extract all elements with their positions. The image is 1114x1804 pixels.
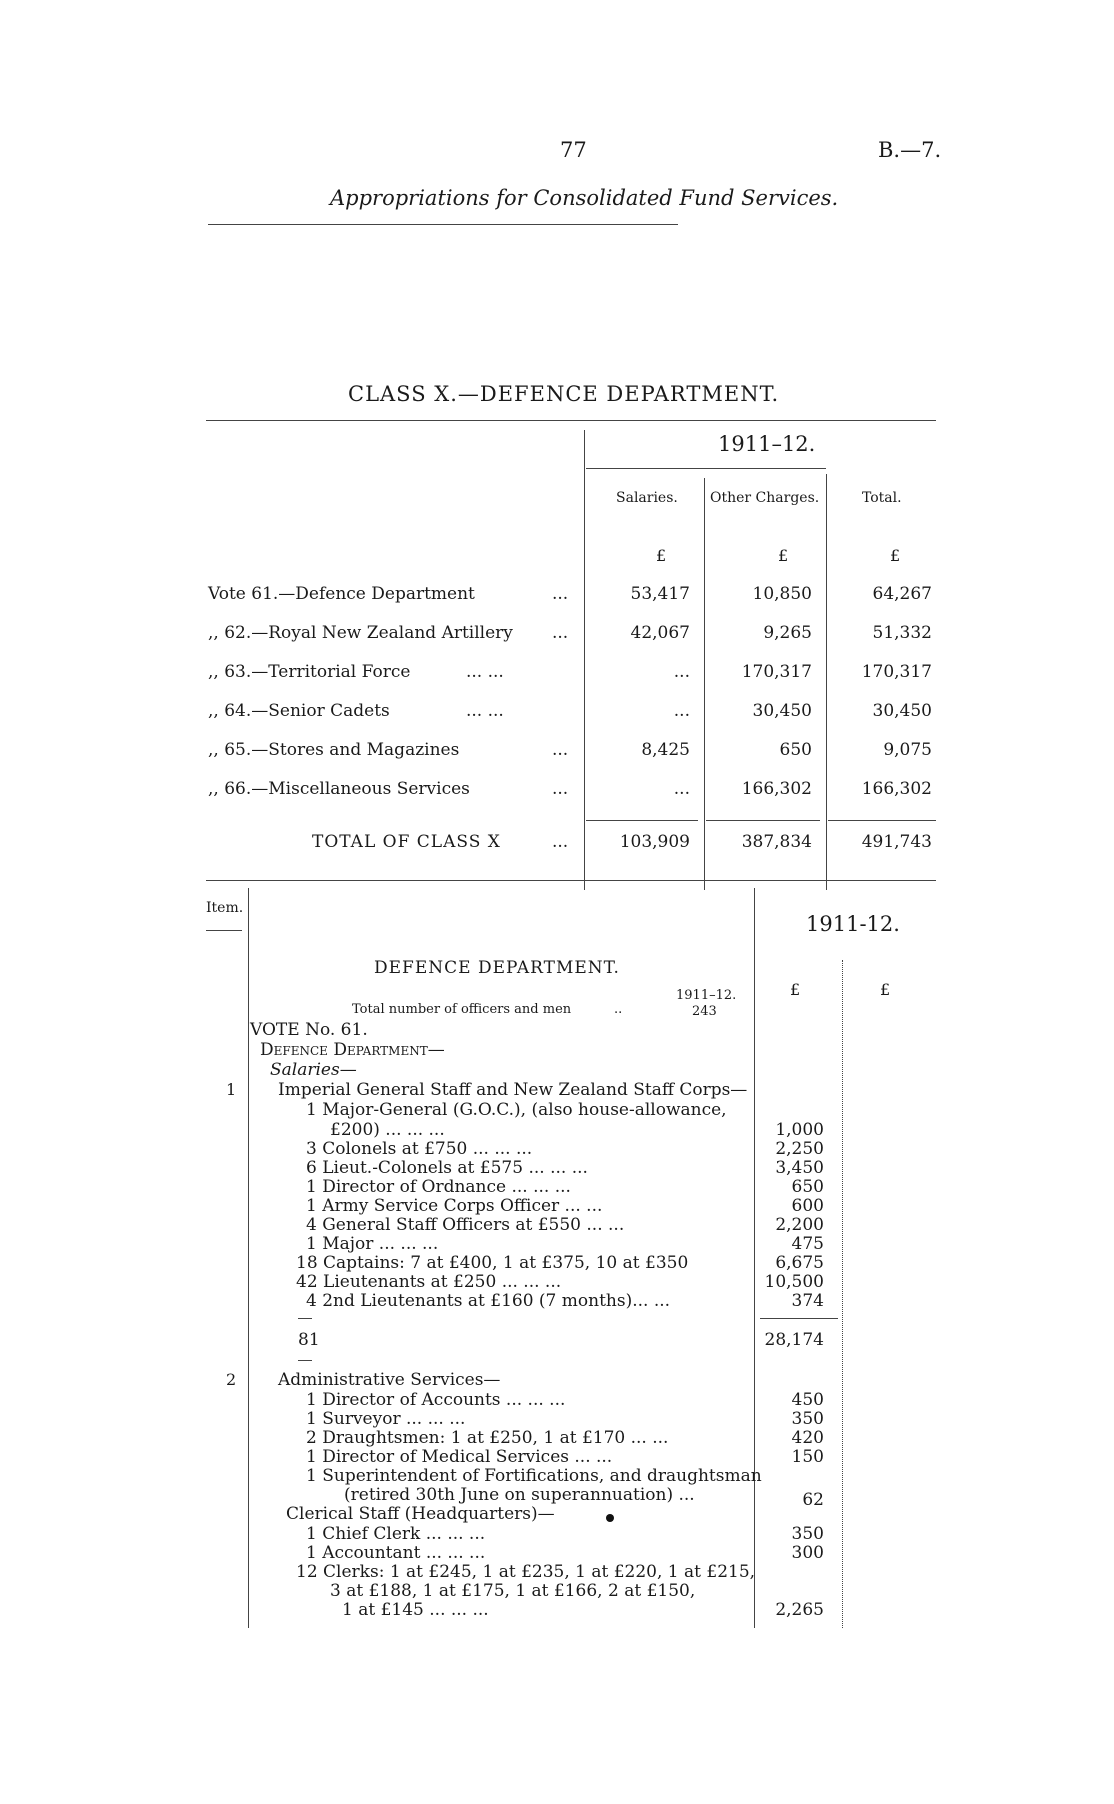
item-number: 1 xyxy=(226,1080,237,1099)
line-text: 4 2nd Lieutenants at £160 (7 months)... ... xyxy=(306,1291,671,1311)
line-amount: 150 xyxy=(791,1447,824,1467)
line-text: 1 Major ... ... ... xyxy=(306,1234,439,1254)
total-value: 170,317 xyxy=(861,662,932,682)
other-charges-value: 166,302 xyxy=(741,779,812,799)
line-amount: 2,265 xyxy=(775,1600,824,1620)
line-text: 1 Army Service Corps Officer ... ... xyxy=(306,1196,603,1216)
line-text: 1 Surveyor ... ... ... xyxy=(306,1409,466,1429)
divider xyxy=(208,224,678,225)
total-label: TOTAL OF CLASS X xyxy=(312,832,501,852)
salaries-value: ... xyxy=(673,779,690,799)
summary-sum-rule xyxy=(828,820,936,821)
line-text: 6 Lieut.-Colonels at £575 ... ... ... xyxy=(306,1158,588,1178)
line-amount: 10,500 xyxy=(764,1272,824,1292)
vote-label: ,, 63.—Territorial Force xyxy=(208,662,411,682)
subtotal-rule xyxy=(760,1318,838,1319)
document-reference: B.—7. xyxy=(878,138,942,162)
col-header-salaries: Salaries. xyxy=(616,490,678,506)
line-text: (retired 30th June on superannuation) ... xyxy=(344,1485,695,1505)
officers-label: Total number of officers and men xyxy=(352,1002,572,1017)
summary-sum-rule xyxy=(706,820,820,821)
line-amount: 600 xyxy=(791,1196,824,1216)
leader-dots: ... xyxy=(552,740,569,760)
page-heading: Appropriations for Consolidated Fund Services. xyxy=(330,186,839,210)
line-text: 42 Lieutenants at £250 ... ... ... xyxy=(296,1272,562,1292)
line-amount: 2,250 xyxy=(775,1139,824,1159)
clerical-subheading: Clerical Staff (Headquarters)— xyxy=(286,1504,555,1524)
line-text: 18 Captains: 7 at £400, 1 at £375, 10 at £350 xyxy=(296,1253,689,1273)
total-value: 51,332 xyxy=(872,623,932,643)
detail-year: 1911-12. xyxy=(806,912,900,936)
line-text: 1 at £145 ... ... ... xyxy=(342,1600,489,1620)
line-text: 3 at £188, 1 at £175, 1 at £166, 2 at £150, xyxy=(330,1581,696,1601)
summary-col-rule xyxy=(584,430,585,890)
line-text: 1 Director of Medical Services ... ... xyxy=(306,1447,613,1467)
vote-label: ,, 65.—Stores and Magazines xyxy=(208,740,460,760)
pound-sign: £ xyxy=(790,980,801,999)
other-charges-value: 30,450 xyxy=(752,701,812,721)
salaries-value: ... xyxy=(673,662,690,682)
leader-dots: ... xyxy=(552,623,569,643)
vote-label: ,, 62.—Royal New Zealand Artillery xyxy=(208,623,513,643)
salaries-value: 53,417 xyxy=(630,584,690,604)
line-amount: 300 xyxy=(791,1543,824,1563)
page-number: 77 xyxy=(560,138,587,162)
summary-col-rule xyxy=(704,478,705,890)
total-total: 491,743 xyxy=(861,832,932,852)
line-text: 3 Colonels at £750 ... ... ... xyxy=(306,1139,533,1159)
line-amount: 475 xyxy=(791,1234,824,1254)
vote-label: ,, 66.—Miscellaneous Services xyxy=(208,779,470,799)
total-value: 30,450 xyxy=(872,701,932,721)
line-amount: 2,200 xyxy=(775,1215,824,1235)
line-text: 1 Director of Accounts ... ... ... xyxy=(306,1390,566,1410)
line-text: 1 Major-General (G.O.C.), (also house-allowance, xyxy=(306,1100,727,1120)
total-salaries: 103,909 xyxy=(619,832,690,852)
col-header-total: Total. xyxy=(862,490,902,506)
line-amount: 350 xyxy=(791,1524,824,1544)
subtotal-rule xyxy=(298,1360,312,1361)
salaries-value: ... xyxy=(673,701,690,721)
leader-dots: .. xyxy=(614,1002,623,1017)
total-value: 64,267 xyxy=(872,584,932,604)
item-subtotal: 28,174 xyxy=(764,1330,824,1350)
amount-col-rule xyxy=(842,960,843,1628)
total-other-charges: 387,834 xyxy=(741,832,812,852)
line-amount: 374 xyxy=(791,1291,824,1311)
line-text: 2 Draughtsmen: 1 at £250, 1 at £170 ... ... xyxy=(306,1428,669,1448)
bullet-mark xyxy=(606,1514,614,1522)
other-charges-value: 9,265 xyxy=(763,623,812,643)
item-number: 2 xyxy=(226,1370,237,1389)
line-text: 4 General Staff Officers at £550 ... ... xyxy=(306,1215,625,1235)
leader-dots: ... ... xyxy=(466,662,504,682)
line-amount: 650 xyxy=(791,1177,824,1197)
leader-dots: ... xyxy=(552,584,569,604)
item-count: 81 xyxy=(298,1330,320,1350)
dept-subheading: Defence Department— xyxy=(260,1040,445,1060)
summary-bottom-rule xyxy=(206,880,936,881)
pound-sign: £ xyxy=(880,980,891,999)
summary-year: 1911–12. xyxy=(718,432,816,456)
other-charges-value: 170,317 xyxy=(741,662,812,682)
total-value: 166,302 xyxy=(861,779,932,799)
line-amount: 350 xyxy=(791,1409,824,1429)
summary-col-rule xyxy=(826,474,827,890)
leader-dots: ... xyxy=(552,779,569,799)
line-amount: 450 xyxy=(791,1390,824,1410)
total-value: 9,075 xyxy=(883,740,932,760)
item-header-rule xyxy=(206,930,242,931)
leader-dots: ... ... xyxy=(466,701,504,721)
vote-label: ,, 64.—Senior Cadets xyxy=(208,701,390,721)
officers-count: 243 xyxy=(692,1004,717,1019)
line-text: 1 Accountant ... ... ... xyxy=(306,1543,486,1563)
item-col-rule xyxy=(248,888,249,1628)
line-amount: 1,000 xyxy=(775,1120,824,1140)
pound-sign: £ xyxy=(656,546,667,565)
line-amount: 420 xyxy=(791,1428,824,1448)
summary-sum-rule xyxy=(586,820,698,821)
line-text: 12 Clerks: 1 at £245, 1 at £235, 1 at £220, 1 at £215, xyxy=(296,1562,756,1582)
officers-year: 1911–12. xyxy=(676,988,737,1003)
vote-label: Vote 61.—Defence Department xyxy=(208,584,475,604)
line-amount: 6,675 xyxy=(775,1253,824,1273)
line-text: 1 Superintendent of Fortifications, and draughtsman xyxy=(306,1466,762,1486)
salaries-value: 8,425 xyxy=(641,740,690,760)
item-header: Item. xyxy=(206,900,244,916)
line-amount: 62 xyxy=(802,1490,824,1510)
pound-sign: £ xyxy=(890,546,901,565)
line-text: 1 Director of Ordnance ... ... ... xyxy=(306,1177,571,1197)
pound-sign: £ xyxy=(778,546,789,565)
line-text: £200) ... ... ... xyxy=(330,1120,445,1140)
salaries-subheading: Salaries— xyxy=(270,1060,357,1080)
subtotal-rule xyxy=(298,1318,312,1319)
summary-year-rule xyxy=(586,468,826,469)
other-charges-value: 10,850 xyxy=(752,584,812,604)
class-title: CLASS X.—DEFENCE DEPARTMENT. xyxy=(348,382,780,406)
salaries-value: 42,067 xyxy=(630,623,690,643)
leader-dots: ... xyxy=(552,832,569,852)
summary-top-rule xyxy=(206,420,936,421)
item-title: Imperial General Staff and New Zealand Staff Corps— xyxy=(278,1080,748,1100)
line-text: 1 Chief Clerk ... ... ... xyxy=(306,1524,486,1544)
other-charges-value: 650 xyxy=(779,740,812,760)
col-header-other-charges: Other Charges. xyxy=(710,490,820,506)
item-title: Administrative Services— xyxy=(278,1370,501,1390)
amount-col-rule xyxy=(754,888,755,1628)
vote-number: VOTE No. 61. xyxy=(250,1020,368,1040)
dept-title: DEFENCE DEPARTMENT. xyxy=(374,958,620,978)
line-amount: 3,450 xyxy=(775,1158,824,1178)
